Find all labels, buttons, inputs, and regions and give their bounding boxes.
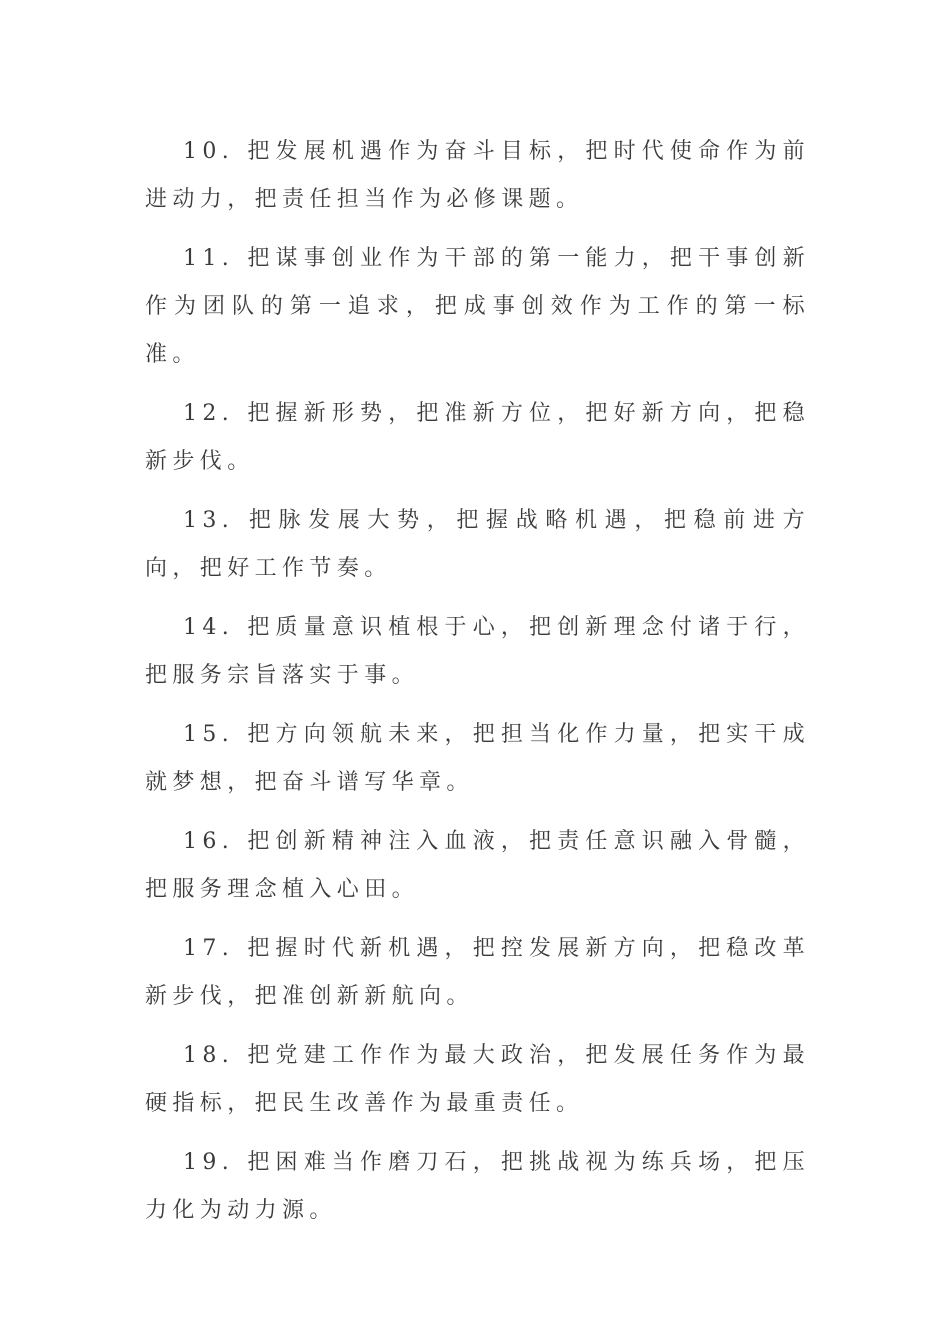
paragraph-15: 15. 把方向领航未来，把担当化作力量，把实干成就梦想，把奋斗谱写华章。 (145, 722, 810, 795)
document-body (145, 128, 810, 1246)
paragraph-13: 13. 把脉发展大势，把握战略机遇，把稳前进方向，把好工作节奏。 (145, 508, 810, 581)
paragraph-18: 18. 把党建工作作为最大政治，把发展任务作为最硬指标，把民生改善作为最重责任。 (145, 1043, 810, 1116)
paragraph-17: 17. 把握时代新机遇，把控发展新方向，把稳改革新步伐，把准创新新航向。 (145, 936, 810, 1009)
paragraph-12: 12. 把握新形势，把准新方位，把好新方向，把稳新步伐。 (145, 401, 810, 474)
paragraph-14: 14. 把质量意识植根于心，把创新理念付诸于行，把服务宗旨落实于事。 (145, 615, 810, 688)
paragraph-16: 16. 把创新精神注入血液，把责任意识融入骨髓，把服务理念植入心田。 (145, 829, 810, 902)
paragraph-19: 19. 把困难当作磨刀石，把挑战视为练兵场，把压力化为动力源。 (145, 1150, 810, 1223)
paragraph-11: 11. 把谋事创业作为干部的第一能力，把干事创新作为团队的第一追求，把成事创效作为工作的第一标准。 (145, 246, 810, 367)
paragraph-10: 10. 把发展机遇作为奋斗目标，把时代使命作为前进动力，把责任担当作为必修课题。 (145, 139, 810, 212)
